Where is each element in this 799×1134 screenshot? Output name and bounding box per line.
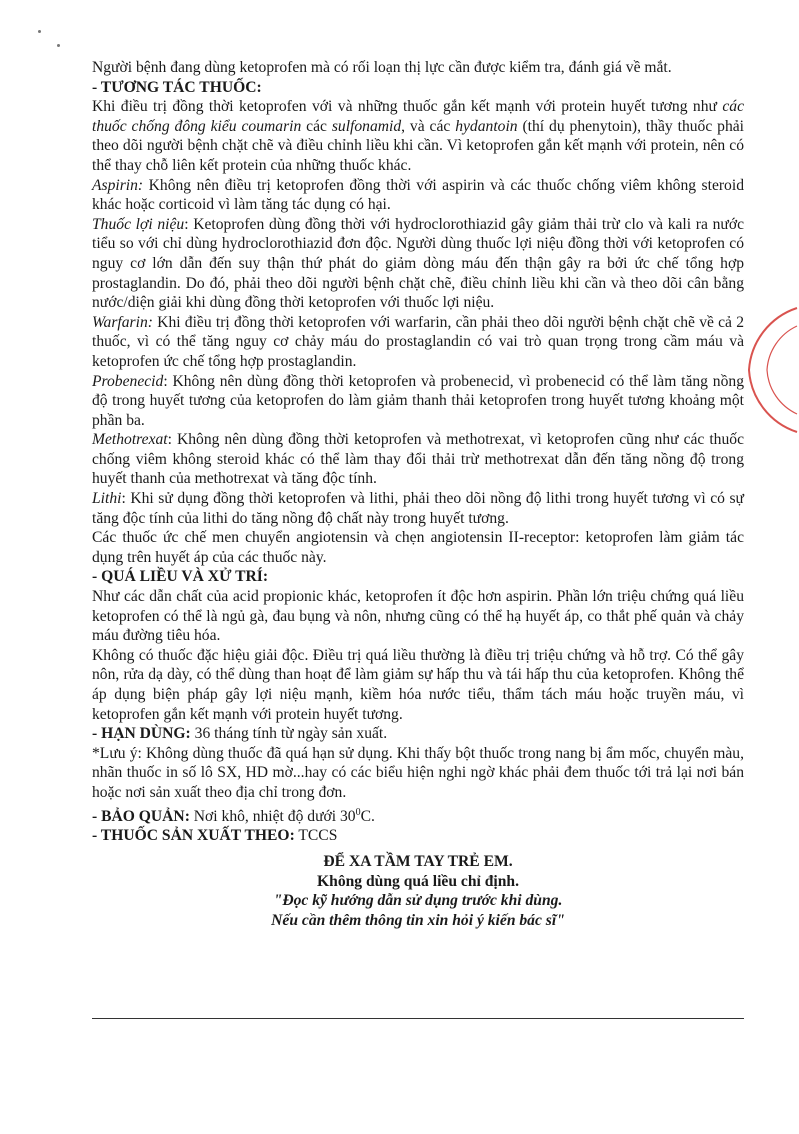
text-run: , và các (401, 117, 456, 135)
text-run: các (301, 117, 332, 135)
text-run: Như các dẫn chất của acid propionic khác, ketoprofen ít độc hơn aspirin. Phần lớn triệu chứng quá liều ketoprofen có thể là ngủ gà, đau bụng và nôn, nhưng cũng có thể hạ huyết áp, co thắt phế quản và chảy máu đường tiêu hóa. (92, 588, 744, 645)
italic-term: Probenecid (92, 372, 164, 390)
paragraph (92, 430, 744, 489)
text-run: (thí dụ phenytoin), thầy thuốc phải theo dõi người bệnh chặt chẽ và điều chỉnh liều khi cần. Vì ketoprofen gắn kết mạnh với protein, nên có thể thay chỗ liên kết protein của những thuốc khác. (92, 117, 745, 174)
text-run: C. (360, 807, 375, 825)
paragraph (92, 372, 744, 431)
paragraph (92, 97, 744, 175)
text-run: : Không nên dùng đồng thời ketoprofen và probenecid, vì probenecid có thể làm tăng nồng độ trong huyết tương của ketoprofen do làm giảm thanh thải ketoprofen trong huyết tương khoảng một phần ba. (92, 372, 744, 429)
stamp-inner-ring (767, 326, 797, 414)
section-heading: - BẢO QUẢN: (92, 807, 190, 825)
paragraph (92, 489, 744, 528)
italic-term: hydantoin (455, 117, 518, 135)
text-run: Nơi khô, nhiệt độ dưới 30 (189, 807, 356, 825)
scan-speck (38, 30, 41, 33)
italic-term: Aspirin: (92, 176, 144, 194)
paragraph (92, 176, 744, 215)
italic-term: Warfarin: (92, 313, 153, 331)
paragraph (92, 78, 744, 98)
section-heading: - THUỐC SẢN XUẤT THEO: (92, 827, 295, 845)
text-run: Khi điều trị đồng thời ketoprofen với và những thuốc gắn kết mạnh với protein huyết tương như (92, 98, 723, 116)
italic-term: các thuốc chống đông kiểu coumarin (92, 98, 744, 135)
text-run: Các thuốc ức chế men chuyển angiotensin và chẹn angiotensin II-receptor: ketoprofen làm giảm tác dụng trên huyết áp của các thuốc này. (92, 529, 744, 566)
text-run: : Không nên dùng đồng thời ketoprofen và methotrexat, vì ketoprofen cũng như các thuốc chống viêm không steroid khác có thể làm thay đổi thải trừ methotrexat dẫn đến tăng nồng độ trong huyết thanh của methotrexat và tăng độc tính. (92, 431, 744, 488)
footer-read-instructions: "Đọc kỹ hướng dẫn sử dụng trước khi dùng. (273, 892, 563, 910)
stamp-ring (749, 308, 797, 432)
paragraph (92, 724, 744, 744)
text-run: Khi điều trị đồng thời ketoprofen với warfarin, cần phải theo dõi người bệnh chặt chẽ về cả 2 thuốc, vì có thể tăng nguy cơ chảy máu do prostaglandin có vai trò quan trọng trong cầm máu và ketoprofen ức chế tổng hợp prostaglandin. (92, 313, 744, 370)
italic-term: Lithi (92, 490, 122, 508)
footer-warning-children: ĐỂ XA TẦM TAY TRẺ EM. (323, 852, 513, 870)
text-run: *Lưu ý: Không dùng thuốc đã quá hạn sử dụng. Khi thấy bột thuốc trong nang bị ẩm mốc, chuyển màu, nhãn thuốc in số lô SX, HD mờ...hay có các biểu hiện nghi ngờ khác phải đem thuốc tới trả lại nơi bán hoặc nơi sản xuất theo địa chỉ trong đơn. (92, 744, 744, 801)
section-heading: - QUÁ LIỀU VÀ XỬ TRÍ: (92, 568, 269, 586)
text-run: 0 (355, 806, 361, 818)
italic-term: sulfonamid (331, 117, 402, 135)
text-run: : Khi sử dụng đồng thời ketoprofen và lithi, phải theo dõi nồng độ lithi trong huyết tương vì có sự tăng độc tính của lithi do tăng nồng độ chất này trong huyết tương. (92, 490, 744, 527)
paragraph (92, 587, 744, 646)
text-run: Không có thuốc đặc hiệu giải độc. Điều trị quá liều thường là điều trị triệu chứng và hỗ trợ. Có thể gây nôn, rửa dạ dày, có thể dùng than hoạt để làm giảm sự hấp thu và tái hấp thu của ketoprofen. Không thể áp dụng biện pháp gây lợi niệu mạnh, kiềm hóa nước tiểu, thẩm tách máu hoặc truyền máu, vì ketoprofen gắn kết mạnh với protein huyết tương. (92, 646, 744, 723)
paragraph (92, 646, 744, 724)
footer-ask-doctor: Nếu cần thêm thông tin xin hỏi ý kiến bác sĩ" (271, 911, 565, 929)
paragraph (92, 58, 744, 78)
paragraph (92, 215, 744, 313)
italic-term: Methotrexat (92, 431, 168, 449)
bottom-divider (92, 1018, 744, 1019)
section-heading: - HẠN DÙNG: (92, 725, 191, 743)
paragraph (92, 744, 744, 803)
paragraph (92, 803, 744, 827)
paragraph (92, 313, 744, 372)
text-run: Người bệnh đang dùng ketoprofen mà có rối loạn thị lực cần được kiểm tra, đánh giá về mắt. (92, 59, 672, 76)
paragraph (92, 826, 744, 846)
text-run: TCCS (294, 827, 338, 845)
section-heading: - TƯƠNG TÁC THUỐC: (92, 78, 262, 96)
text-run: 36 tháng tính từ ngày sản xuất. (190, 725, 388, 743)
paragraph (92, 567, 744, 587)
text-run: : Ketoprofen dùng đồng thời với hydroclorothiazid gây giảm thải trừ clo và kali ra nước tiểu so với chỉ dùng hydroclorothiazid đơn độc. Người dùng thuốc lợi niệu đồng thời với ketoprofen có nguy cơ lớn dẫn đến suy thận thứ phát do giảm dòng máu đến thận gây ra bởi ức chế tổng hợp prostaglandin. Do đó, phải theo dõi người bệnh chặt chẽ, điều chỉnh liều khi cần và theo dõi cân bằng nước/diện giải khi dùng đồng thời ketoprofen với thuốc lợi niệu. (92, 215, 744, 312)
paragraph-list (92, 58, 744, 846)
italic-term: Thuốc lợi niệu (92, 215, 185, 233)
paragraph (92, 528, 744, 567)
partial-stamp (739, 300, 799, 440)
document-body (92, 58, 744, 930)
footer-warning-dosage: Không dùng quá liều chỉ định. (317, 872, 519, 890)
text-run: Không nên điều trị ketoprofen đồng thời với aspirin và các thuốc chống viêm không steroid khác hoặc corticoid vì làm tăng tác dụng có hại. (92, 176, 744, 214)
scan-speck (57, 44, 60, 47)
